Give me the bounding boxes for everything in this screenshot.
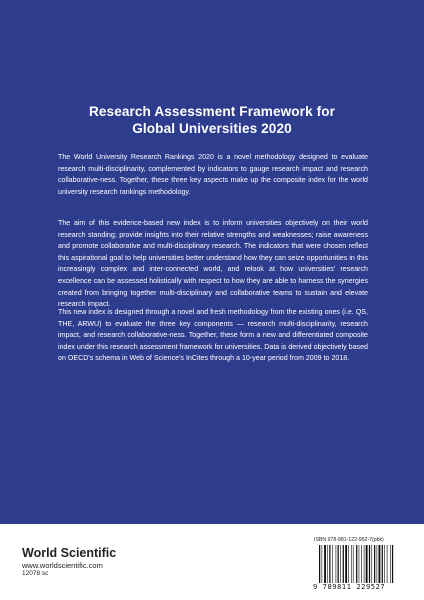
barcode-bar bbox=[374, 545, 375, 583]
barcode-bar bbox=[371, 545, 372, 583]
barcode-bar bbox=[390, 545, 391, 583]
barcode-bar bbox=[364, 545, 365, 583]
barcode-digits: 9 789811 229527 bbox=[313, 583, 386, 591]
barcode-bar bbox=[348, 545, 349, 583]
barcode-bar bbox=[345, 545, 347, 583]
barcode-bar bbox=[327, 545, 328, 583]
barcode-bar bbox=[332, 545, 333, 583]
product-code: 12078 sc bbox=[22, 570, 49, 577]
barcode-bar bbox=[382, 545, 383, 583]
barcode-bar bbox=[379, 545, 381, 583]
barcode-bar bbox=[377, 545, 378, 583]
blurb-paragraph-2: The aim of this evidence-based new index is to inform universities objectively on their world research standing; provide insights into their relative strengths and weaknesses; raise awareness and promote collaborative and multi-disciplinary research. The indicators that were chosen reflect this aspirational goal to help universities better understand how they can seize opportunities in this increasingly complex and inter-connected world, and relook at how universities' research excellence can be assessed holistically with respect to how they are able to harness the synergies created from bringing together multi-disciplinary and collaborative teams to sustain and elevate research impact. bbox=[58, 219, 368, 309]
barcode-bar bbox=[369, 545, 370, 583]
barcode-bar bbox=[356, 545, 357, 583]
barcode-bar bbox=[366, 545, 368, 583]
barcode-bar bbox=[392, 545, 393, 583]
isbn-label: ISBN 978-981-122-952-7(pbk) bbox=[314, 537, 384, 543]
barcode-bar bbox=[338, 545, 339, 583]
barcode-bar bbox=[329, 545, 330, 583]
blurb-paragraph-3: This new index is designed through a novel and fresh methodology from the existing ones (i.e. QS, THE, ARWU) to evaluate the three key components — research multi-disciplinarity, research impact, and research collaborative-ness. Together, these form a new and differentiated composite index under this research assessment framework for universities. Data is derived objectively based on OECD's schema in Web of Science's InCites through a 10-year period from 2009 to 2018. bbox=[58, 308, 368, 363]
cover-title bbox=[24, 103, 400, 137]
barcode-bar bbox=[343, 545, 344, 583]
cover-title-line-1: Research Assessment Framework for bbox=[88, 104, 336, 119]
barcode-panel bbox=[311, 536, 404, 596]
barcode-icon bbox=[319, 545, 401, 583]
blurb-paragraph-1: The World University Research Rankings 2020 is a novel methodology designed to evaluate research multi-disciplinarity, complemented by indicators to gauge research impact and research collaborative-ness. Together, these three key aspects make up the composite index for the world university research rankings methodology. bbox=[58, 153, 368, 196]
barcode-bar bbox=[340, 545, 341, 583]
barcode-bar bbox=[359, 545, 360, 583]
barcode-bar bbox=[336, 545, 337, 583]
cover-title-line-2: Global Universities 2020 bbox=[132, 121, 292, 136]
cover-footer bbox=[0, 524, 424, 600]
barcode-bar bbox=[322, 545, 323, 583]
barcode-bar bbox=[351, 545, 352, 583]
publisher-url: www.worldscientific.com bbox=[22, 561, 103, 570]
barcode-bar bbox=[353, 545, 354, 583]
barcode-bar bbox=[319, 545, 320, 583]
barcode-bar bbox=[384, 545, 385, 583]
barcode-bar bbox=[324, 545, 326, 583]
barcode-bar bbox=[361, 545, 362, 583]
barcode-bar bbox=[387, 545, 388, 583]
publisher-name: World Scientific bbox=[22, 546, 117, 560]
